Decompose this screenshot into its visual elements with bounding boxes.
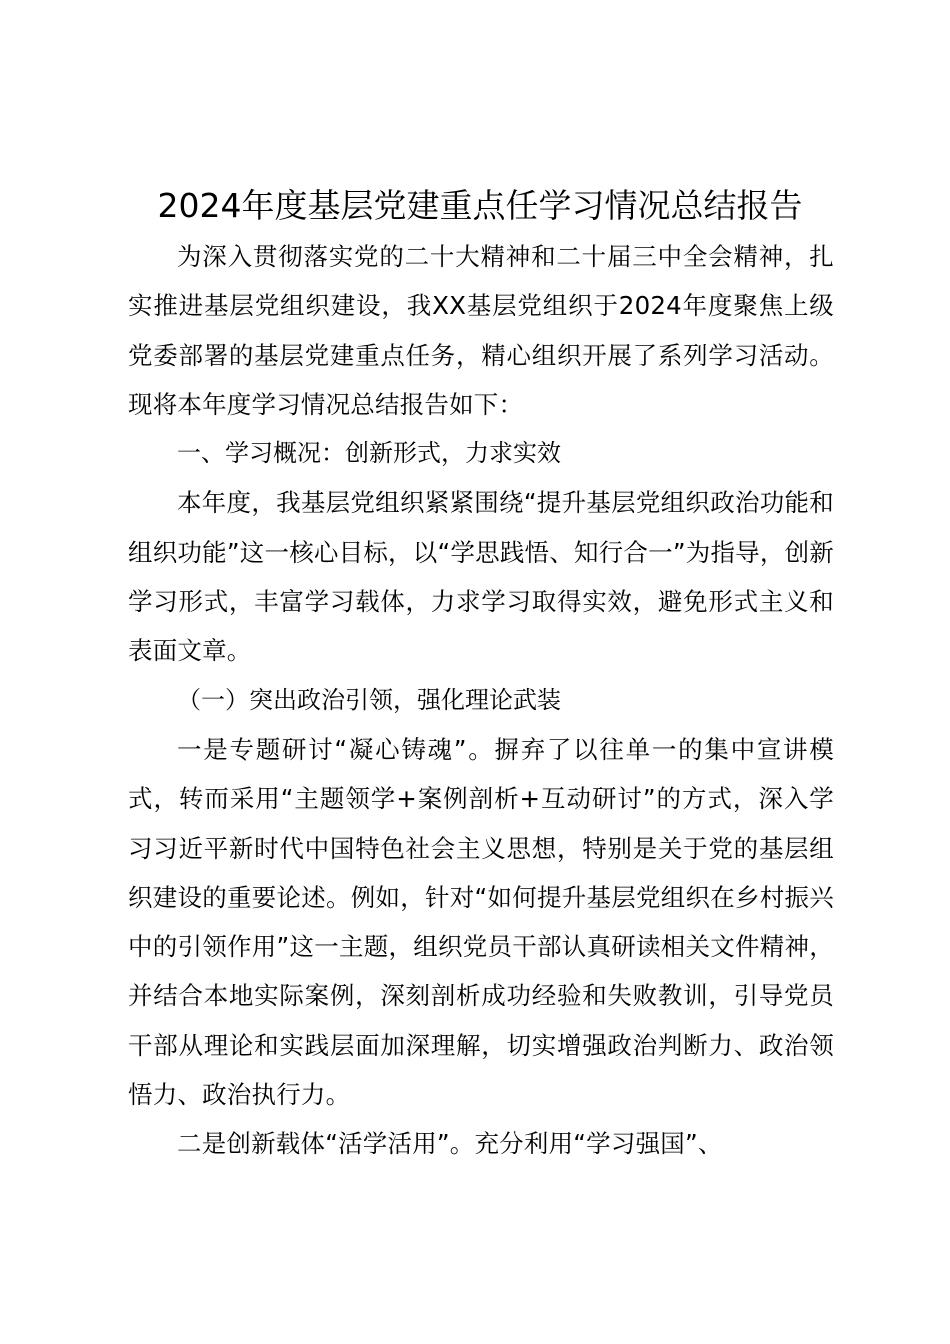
carrier-paragraph: 二是创新载体“活学活用”。充分利用“学习强国”、: [177, 1129, 723, 1159]
document-title: 2024年度基层党建重点任学习情况总结报告: [157, 186, 803, 225]
subsection-heading-1: （一）突出政治引领，强化理论武装: [177, 685, 561, 714]
intro-paragraph: 为深入贯彻落实党的二十大精神和二十届三中全会精神，扎实推进基层党组织建设，我XX基层党组织于2024年度聚焦上级党委部署的基层党建重点任务，精心组织开展了系列学习活动。现将本年度学习情况总结报告如下：: [128, 242, 834, 419]
document-body: [128, 232, 834, 1169]
seminar-paragraph: 一是专题研讨“凝心铸魂”。摒弃了以往单一的集中宣讲模式，转而采用“主题领学+案例剖析+互动研讨”的方式，深入学习习近平新时代中国特色社会主义思想，特别是关于党的基层组织建设的重要论述。例如，针对“如何提升基层党组织在乡村振兴中的引领作用”这一主题，组织党员干部认真研读相关文件精神，并结合本地实际案例，深刻剖析成功经验和失败教训，引导党员干部从理论和实践层面加深理解，切实增强政治判断力、政治领悟力、政治执行力。: [128, 734, 834, 1110]
overview-paragraph: 本年度，我基层党组织紧紧围绕“提升基层党组织政治功能和组织功能”这一核心目标，以“学思践悟、知行合一”为指导，创新学习形式，丰富学习载体，力求学习取得实效，避免形式主义和表面文章。: [128, 488, 834, 666]
section-heading-1: 一、学习概况：创新形式，力求实效: [177, 439, 561, 468]
